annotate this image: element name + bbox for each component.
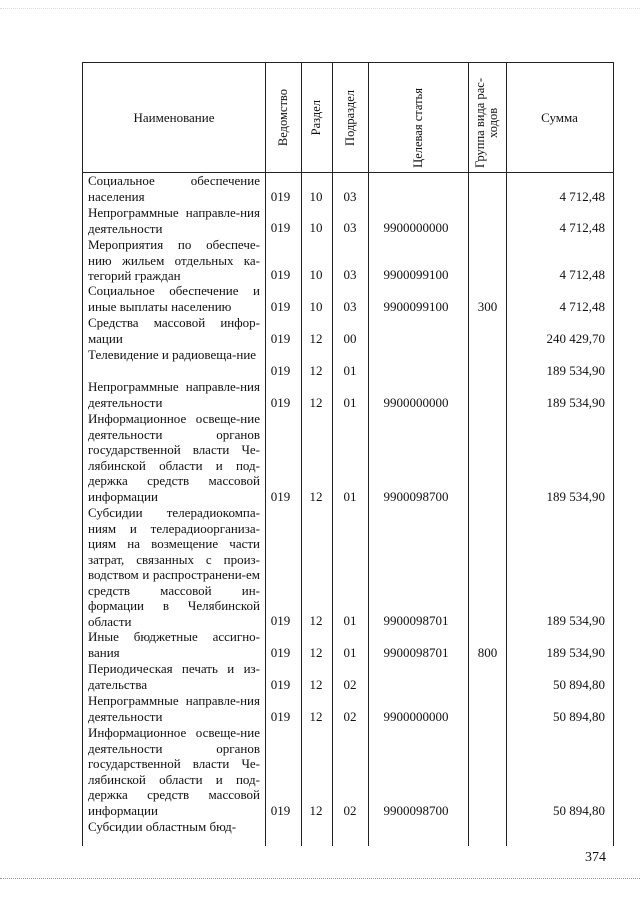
scan-bottom-edge (0, 878, 640, 879)
row-podrazdel: 03 (343, 219, 357, 235)
row-vedomstvo: 019 (270, 219, 291, 235)
row-summa: 240 429,70 (546, 330, 605, 346)
row-razdel: 12 (309, 802, 323, 818)
header-summa: Сумма (541, 109, 578, 125)
header-gruppa-line1: Группа вида рас- (473, 78, 487, 168)
row-razdel: 12 (309, 612, 323, 628)
header-celevaya (368, 63, 468, 172)
header-vedomstvo-label: Ведомство (275, 88, 290, 147)
row-celevaya: 9900098701 (383, 644, 449, 660)
row-razdel: 10 (309, 266, 323, 282)
row-name: Информационное освеще-ние деятельности органов государственной власти Че-лябинской области и под-держка средств массовой информации (88, 411, 260, 504)
row-celevaya: 9900099100 (383, 266, 449, 282)
row-celevaya: 9900098700 (383, 488, 449, 504)
page-number: 374 (585, 850, 606, 865)
table-row (83, 725, 613, 818)
row-gruppa: 800 (477, 644, 498, 660)
row-name: Социальное обеспечение населения (88, 173, 260, 204)
row-vedomstvo: 019 (270, 802, 291, 818)
header-name: Наименование (133, 109, 215, 125)
row-podrazdel: 01 (343, 488, 357, 504)
row-razdel: 12 (309, 394, 323, 410)
row-gruppa: 300 (477, 298, 498, 314)
row-name: Информационное освеще-ние деятельности органов государственной власти Че-лябинской области и под-держка средств массовой информации (88, 725, 260, 818)
row-name: Непрограммные направле-ния деятельности (88, 379, 260, 410)
row-name: Средства массовой инфор-мации (88, 315, 260, 346)
row-razdel: 12 (309, 676, 323, 692)
row-podrazdel: 02 (343, 676, 357, 692)
row-podrazdel: 01 (343, 644, 357, 660)
row-name: Субсидии областным бюд- (88, 819, 237, 834)
row-vedomstvo: 019 (270, 362, 291, 378)
header-gruppa (468, 63, 506, 172)
row-vedomstvo: 019 (270, 298, 291, 314)
row-razdel: 10 (309, 298, 323, 314)
row-vedomstvo: 019 (270, 330, 291, 346)
table-row (83, 411, 613, 504)
table-row (83, 819, 613, 849)
row-celevaya: 9900000000 (383, 219, 449, 235)
table-row (83, 347, 613, 378)
header-gruppa-label (474, 78, 500, 168)
row-summa: 189 534,90 (546, 488, 605, 504)
row-vedomstvo: 019 (270, 644, 291, 660)
table-row (83, 283, 613, 314)
row-vedomstvo: 019 (270, 394, 291, 410)
row-summa: 4 712,48 (559, 188, 605, 204)
row-podrazdel: 03 (343, 298, 357, 314)
row-celevaya: 9900099100 (383, 298, 449, 314)
row-vedomstvo: 019 (270, 676, 291, 692)
row-vedomstvo: 019 (270, 488, 291, 504)
row-podrazdel: 02 (343, 708, 357, 724)
row-razdel: 10 (309, 188, 323, 204)
budget-table (82, 62, 614, 846)
row-podrazdel: 03 (343, 188, 357, 204)
row-name: Телевидение и радиовеща-ние (88, 347, 257, 362)
row-celevaya: 9900000000 (383, 708, 449, 724)
row-name: Мероприятия по обеспече-нию жильем отдельных ка-тегорий граждан (88, 237, 260, 283)
row-podrazdel: 00 (343, 330, 357, 346)
row-name: Непрограммные направле-ния деятельности (88, 693, 260, 724)
header-gruppa-line2: ходов (486, 107, 500, 139)
row-vedomstvo: 019 (270, 708, 291, 724)
table-row (83, 661, 613, 692)
header-celevaya-label: Целевая статья (410, 88, 425, 168)
row-name: Субсидии телерадиокомпа-ниям и телерадиоорганиза-циям на возмещение части затрат, связанных с произ-водством и распространени-ем средств массовой ин-формации в Челябинской области (88, 505, 260, 629)
row-summa: 189 534,90 (546, 394, 605, 410)
row-razdel: 12 (309, 488, 323, 504)
row-razdel: 12 (309, 708, 323, 724)
header-podrazdel-label: Подраздел (342, 89, 357, 146)
row-podrazdel: 02 (343, 802, 357, 818)
row-podrazdel: 01 (343, 612, 357, 628)
row-vedomstvo: 019 (270, 188, 291, 204)
row-summa: 4 712,48 (559, 219, 605, 235)
table-row (83, 629, 613, 660)
row-name: Социальное обеспечение и иные выплаты населению (88, 283, 260, 314)
scan-top-edge (0, 8, 640, 9)
header-razdel-label: Раздел (309, 99, 323, 136)
row-razdel: 12 (309, 330, 323, 346)
table-row (83, 379, 613, 410)
row-summa: 189 534,90 (546, 612, 605, 628)
row-summa: 189 534,90 (546, 644, 605, 660)
row-podrazdel: 01 (343, 394, 357, 410)
header-razdel (301, 63, 332, 172)
row-podrazdel: 01 (343, 362, 357, 378)
table-row (83, 205, 613, 235)
header-vedomstvo (265, 63, 301, 172)
row-celevaya: 9900098700 (383, 802, 449, 818)
row-summa: 189 534,90 (546, 362, 605, 378)
row-celevaya: 9900000000 (383, 394, 449, 410)
row-razdel: 12 (309, 644, 323, 660)
row-summa: 50 894,80 (553, 708, 605, 724)
row-podrazdel: 03 (343, 266, 357, 282)
table-row (83, 173, 613, 204)
row-vedomstvo: 019 (270, 612, 291, 628)
row-vedomstvo: 019 (270, 266, 291, 282)
header-podrazdel (332, 63, 368, 172)
row-summa: 4 712,48 (559, 266, 605, 282)
row-summa: 50 894,80 (553, 676, 605, 692)
table-row (83, 505, 613, 628)
row-celevaya: 9900098701 (383, 612, 449, 628)
row-razdel: 10 (309, 219, 323, 235)
table-row (83, 315, 613, 346)
row-name: Периодическая печать и из-дательства (88, 661, 260, 692)
row-summa: 4 712,48 (559, 298, 605, 314)
row-name: Непрограммные направле-ния деятельности (88, 205, 260, 236)
row-razdel: 12 (309, 362, 323, 378)
table-row (83, 693, 613, 724)
table-row (83, 237, 613, 282)
row-name: Иные бюджетные ассигно-вания (88, 629, 260, 660)
row-summa: 50 894,80 (553, 802, 605, 818)
